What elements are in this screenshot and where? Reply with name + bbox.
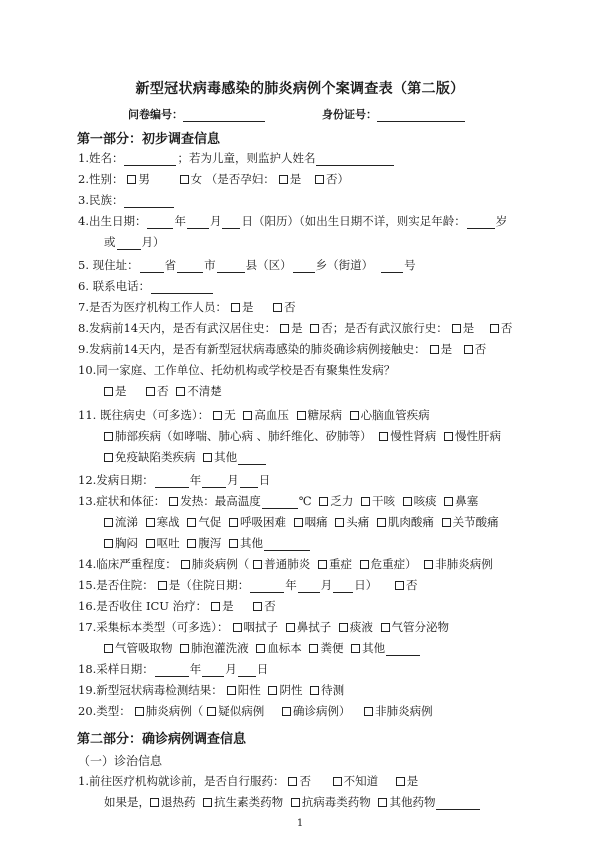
opt-label: 呼吸困难 [239,515,286,529]
checkbox[interactable] [104,432,113,441]
checkbox[interactable] [104,539,113,548]
other-drug-blank[interactable] [436,797,480,810]
other-blank[interactable] [238,452,266,465]
checkbox[interactable] [279,175,288,184]
opt-label: 否 [299,774,311,788]
province-blank[interactable] [140,260,164,273]
opt-label: 咳痰 [413,494,437,508]
q14-severity [78,556,493,572]
unit: 省 [164,258,177,272]
checkbox[interactable] [229,539,238,548]
checkbox[interactable] [444,497,453,506]
checkbox[interactable] [396,777,405,786]
checkbox[interactable] [361,497,370,506]
opt-label: 痰液 [349,620,373,634]
checkbox[interactable] [377,518,386,527]
checkbox[interactable] [424,560,433,569]
checkbox[interactable] [280,324,289,333]
q13-cont1 [104,514,499,530]
opt-label: 其他药物 [389,795,436,809]
checkbox[interactable] [169,497,178,506]
month-blank[interactable] [298,580,320,593]
q15-label: 15.是否住院： [78,578,154,592]
unit: 年 [285,578,297,592]
month-blank[interactable] [202,664,224,677]
q5-address [78,257,416,273]
checkbox[interactable] [180,175,189,184]
opt-label: 阴性 [279,683,303,697]
q1-name [78,150,395,166]
other-blank[interactable] [386,643,420,656]
checkbox[interactable] [310,324,319,333]
opt-label: 肺泡灌洗液 [191,641,249,655]
opt-label: 重症 [328,557,352,571]
q4-label: 4.出生日期： [78,214,147,228]
opt-label: 流涕 [115,515,138,529]
opt-label: 不清楚 [187,384,222,398]
unit: 月 [225,662,237,676]
q18-label: 18.采样日期： [78,662,154,676]
age-blank[interactable] [467,216,495,229]
idcard-blank[interactable] [377,109,465,122]
unit: 年 [189,662,202,676]
q4-birthdate [78,213,507,229]
checkbox[interactable] [444,432,453,441]
opt-label: 否 [157,384,169,398]
checkbox[interactable] [335,518,344,527]
opt-label: 是 [462,321,475,335]
checkbox[interactable] [282,707,291,716]
county-blank[interactable] [217,260,245,273]
month-blank[interactable] [187,216,209,229]
checkbox[interactable] [395,581,404,590]
checkbox[interactable] [229,518,238,527]
checkbox[interactable] [243,411,252,420]
checkbox[interactable] [213,411,222,420]
town-blank[interactable] [293,260,315,273]
checkbox[interactable] [430,345,439,354]
unit: 日 [256,662,269,676]
checkbox[interactable] [127,175,136,184]
q12-onset-date [78,472,270,488]
q1-guardian-label: ；若为儿童，则监护人姓名 [177,151,316,165]
checkbox[interactable] [273,303,282,312]
opt-label: 乏力 [330,494,354,508]
day-blank[interactable] [333,580,353,593]
checkbox[interactable] [309,644,318,653]
opt-label: 粪便 [320,641,344,655]
checkbox[interactable] [187,539,196,548]
q13-cont2 [104,535,311,551]
year-blank[interactable] [155,664,189,677]
checkbox[interactable] [490,324,499,333]
checkbox[interactable] [150,798,159,807]
opt-label: 否 [284,300,296,314]
checkbox[interactable] [158,581,167,590]
opt-label: 发热：最高温度 [180,494,261,508]
q4-cont [104,234,165,250]
unit: 岁 [495,214,508,228]
checkbox[interactable] [310,686,319,695]
checkbox[interactable] [297,411,306,420]
opt-label: 血标本 [267,641,302,655]
q5-label: 5. 现住址： [78,258,139,272]
opt-label: 咽拭子 [243,620,279,634]
checkbox[interactable] [180,644,189,653]
year-blank[interactable] [147,216,173,229]
number-blank[interactable] [381,260,403,273]
age-month-blank[interactable] [117,237,141,250]
q7-label: 7.是否为医疗机构工作人员： [78,300,227,314]
q13-symptoms [78,493,478,509]
opt-label: 鼻塞 [455,494,479,508]
questionnaire-number-label: 问卷编号： [128,108,183,121]
opt-label: 普通肺炎 [264,557,311,571]
opt-label: 阳性 [237,683,261,697]
q19-label: 19.新型冠状病毒检测结果： [78,683,223,697]
unit: 日 [258,473,271,487]
unit: 月） [141,235,165,249]
q12-label: 12.发病日期： [78,473,154,487]
checkbox[interactable] [203,798,212,807]
opt-label: 危重症） [370,557,417,571]
opt-label: 其他 [239,536,263,550]
day-blank[interactable] [238,664,256,677]
p2-q1-drugs [104,794,481,810]
opt-label: 腹泻 [198,536,222,550]
temperature-blank[interactable] [262,496,298,509]
checkbox[interactable] [203,453,212,462]
unit: 县（区） [245,258,292,272]
checkbox[interactable] [286,623,295,632]
page-number: 1 [296,818,304,829]
opt-label: 关节酸痛 [452,515,499,529]
q2-gender [78,171,349,187]
opt-label: 心脑血管疾病 [360,408,430,422]
checkbox[interactable] [315,175,324,184]
checkbox[interactable] [333,777,342,786]
city-blank[interactable] [177,260,203,273]
opt-label: 慢性肾病 [390,429,437,443]
checkbox[interactable] [104,453,113,462]
opt-label: 肺部疾病（如哮喘、肺心病 、肺纤维化、矽肺等） [115,429,372,443]
year-blank[interactable] [250,580,284,593]
q16-icu [78,598,276,614]
q11-label: 11. 既往病史（可多选）： [78,408,210,422]
checkbox[interactable] [291,798,300,807]
q3-label: 3.民族： [78,193,124,207]
checkbox[interactable] [253,602,262,611]
q19-test-result [78,682,344,698]
checkbox[interactable] [442,518,451,527]
q6-label: 6. 联系电话： [78,279,151,293]
opt-label: 非肺炎病例 [375,704,433,718]
q17-label: 17.采集标本类型（可多选）： [78,620,229,634]
opt-label: 否 [500,321,513,335]
checkbox[interactable] [233,623,242,632]
opt-label: 呕吐 [156,536,180,550]
opt-label: 气促 [198,515,222,529]
opt-label: 确诊病例） [292,704,351,718]
q17-specimen [78,619,449,635]
ethnicity-blank[interactable] [124,195,174,208]
opt-label: 是（住院日期： [168,578,250,592]
opt-label: 其他 [362,641,386,655]
opt-label: 肺炎病例（ [191,557,250,571]
checkbox[interactable] [181,560,190,569]
checkbox[interactable] [364,707,373,716]
part1-heading: 第一部分：初步调查信息 [77,132,221,147]
part2-heading: 第二部分：确诊病例调查信息 [77,732,247,747]
unit: 月 [320,578,333,592]
q3-ethnicity [78,192,175,208]
opt-label: 是 [291,321,303,335]
unit: 日） [354,578,378,592]
opt-label: 不知道 [343,774,379,788]
opt-label: 气管吸取物 [115,641,173,655]
q2-label: 2.性别： [78,172,124,186]
opt-label: 非肺炎病例 [435,557,493,571]
day-blank[interactable] [222,216,240,229]
subsection-diagnosis: （一）诊治信息 [78,754,163,768]
or-label: 或 [104,235,116,249]
drug-prompt: 如果是， [104,795,150,809]
checkbox[interactable] [146,387,155,396]
q16-label: 16.是否收住 ICU 治疗： [78,599,208,613]
checkbox[interactable] [256,644,265,653]
checkbox[interactable] [379,432,388,441]
opt-label: 肺炎病例（ [145,704,204,718]
checkbox[interactable] [187,518,196,527]
opt-label: 高血压 [254,408,289,422]
opt-label: 疑似病例 [218,704,265,718]
unit: 市 [204,258,216,272]
q11-history [78,407,430,423]
q11-cont2 [104,449,267,465]
q9-label: 9.发病前14天内，是否有新型冠状病毒感染的肺炎确诊病例接触史： [78,342,426,356]
idcard-label: 身份证号： [322,108,377,121]
opt-label: 否 [405,578,418,592]
day-blank[interactable] [240,475,258,488]
opt-label: 否 [474,342,487,356]
opt-label: 抗病毒类药物 [301,795,371,809]
checkbox[interactable] [268,686,277,695]
checkbox[interactable] [452,324,461,333]
phone-blank[interactable] [151,281,213,294]
checkbox[interactable] [350,411,359,420]
q6-phone [78,278,214,294]
opt-label: 否 [264,599,276,613]
opt-label: 免疫缺陷类疾病 [115,450,196,464]
pregnant-label: （是否孕妇： [205,172,275,186]
checkbox[interactable] [104,387,113,396]
unit: 年 [174,214,186,228]
unit: 月 [227,473,239,487]
opt-label: 气管分泌物 [391,620,450,634]
q1-label: 1.姓名： [78,151,124,165]
opt-label: 胸闷 [115,536,138,550]
q11-cont1 [104,428,501,444]
checkbox[interactable] [319,497,328,506]
opt-label: 鼻拭子 [296,620,332,634]
q4-note: 日（阳历）（如出生日期不详，则实足年龄： [241,214,466,228]
q15-hospitalized [78,577,417,593]
opt-label: 否） [325,172,349,186]
checkbox[interactable] [360,560,369,569]
checkbox[interactable] [207,707,216,716]
opt-label: 糖尿病 [307,408,343,422]
checkbox[interactable] [318,560,327,569]
checkbox[interactable] [294,518,303,527]
q20-label: 20.类型： [78,704,131,718]
form-title: 新型冠状病毒感染的肺炎病例个案调查表（第二版） [135,81,465,97]
q17-cont [104,640,421,656]
p2q1-label: 1.前往医疗机构就诊前，是否自行服药： [78,774,285,788]
unit: ℃ [298,494,312,508]
checkbox[interactable] [339,623,348,632]
opt-label: 女 [190,172,203,186]
checkbox[interactable] [378,798,387,807]
q18-sample-date [78,661,268,677]
opt-label: 寒战 [156,515,180,529]
checkbox[interactable] [227,686,236,695]
q20-type [78,703,433,719]
checkbox[interactable] [146,539,155,548]
opt-label: 待测 [321,683,345,697]
opt-label: 慢性肝病 [454,429,501,443]
checkbox[interactable] [464,345,473,354]
name-blank[interactable] [124,153,176,166]
checkbox[interactable] [381,623,390,632]
q8-label: 8.发病前14天内，是否有武汉居住史： [78,321,277,335]
checkbox[interactable] [211,602,220,611]
idcard-field [322,106,465,122]
q10-label: 10.同一家庭、工作单位、托幼机构或学校是否有聚集性发病？ [78,363,396,377]
unit: 月 [209,214,222,228]
q10-cluster [78,362,395,378]
opt-label: 是 [222,599,234,613]
unit: 号 [404,258,416,272]
opt-label: 咽痛 [304,515,328,529]
q13-label: 13.症状和体征： [78,494,166,508]
opt-label: 是 [406,774,419,788]
opt-label: 头痛 [346,515,370,529]
questionnaire-number-blank[interactable] [183,109,265,122]
opt-label: 抗生素类药物 [214,795,284,809]
year-blank[interactable] [155,475,189,488]
opt-label: 干咳 [371,494,395,508]
checkbox[interactable] [253,560,262,569]
unit: 年 [189,473,202,487]
opt-label: 是 [241,300,254,314]
unit: 乡（街道） [315,258,374,272]
other-blank[interactable] [264,538,310,551]
checkbox[interactable] [231,303,240,312]
checkbox[interactable] [351,644,360,653]
opt-label: 男 [138,172,150,186]
month-blank[interactable] [202,475,226,488]
q7-medical-staff [78,299,296,315]
checkbox[interactable] [176,387,185,396]
opt-label: 退热药 [161,795,196,809]
checkbox[interactable] [288,777,297,786]
opt-label: 是 [289,172,302,186]
guardian-blank[interactable] [316,153,394,166]
checkbox[interactable] [104,644,113,653]
checkbox[interactable] [146,518,155,527]
q9-contact [78,341,486,357]
opt-label: 其他 [214,450,238,464]
opt-label: 是 [440,342,453,356]
q8-wuhan-history [78,320,512,336]
q8-travel-label: 否；是否有武汉旅行史： [321,321,448,335]
opt-label: 是 [115,384,127,398]
opt-label: 肌肉酸痛 [387,515,434,529]
questionnaire-number-field [128,106,265,122]
checkbox[interactable] [403,497,412,506]
q10-options [104,383,222,399]
q14-label: 14.临床严重程度： [78,557,177,571]
p2-q1-self-medication [78,773,418,789]
checkbox[interactable] [135,707,144,716]
checkbox[interactable] [104,518,113,527]
opt-label: 无 [224,408,236,422]
